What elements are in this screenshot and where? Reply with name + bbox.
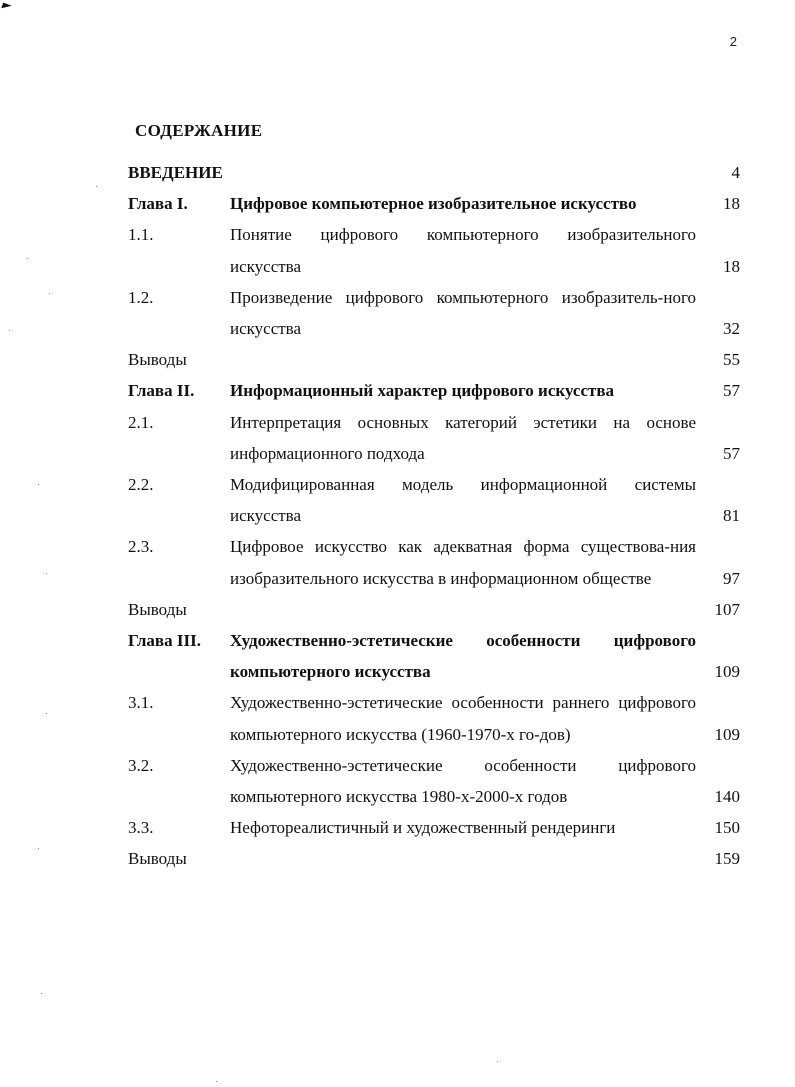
toc-entry-text: Информационный характер цифрового искусства <box>230 381 615 401</box>
toc-entry-text: Художественно-эстетические особенности цифрового компьютерного искусства <box>230 631 696 682</box>
toc-entry-label: 1.2. <box>128 287 154 307</box>
toc-entry[interactable] <box>128 344 740 375</box>
toc-entry[interactable] <box>128 625 740 687</box>
toc-entry-label: Выводы <box>128 599 187 619</box>
toc-entry-text: Цифровое компьютерное изобразительное искусство <box>230 194 637 214</box>
page-number: 2 <box>729 34 737 49</box>
toc-entry-label: 2.1. <box>128 412 154 432</box>
toc-entry-page: 107 <box>714 599 740 619</box>
toc-entry-label: 3.1. <box>128 693 154 713</box>
toc-entry[interactable] <box>128 282 740 344</box>
toc-entry-label: 2.2. <box>128 475 154 495</box>
toc-title: СОДЕРЖАНИЕ <box>135 121 263 140</box>
toc-entry-intro[interactable] <box>128 157 740 188</box>
toc-entry[interactable] <box>128 812 740 843</box>
toc-entry-text: Интерпретация основных категорий эстетики на основе информационного подхода <box>230 412 696 463</box>
toc-entry-label: 3.3. <box>128 818 154 838</box>
toc-entry[interactable] <box>128 750 740 812</box>
toc-entry[interactable] <box>128 469 740 531</box>
toc-entry-page: 97 <box>723 568 740 588</box>
toc-entry-label: Выводы <box>128 849 187 869</box>
toc-entry-page: 159 <box>714 849 740 869</box>
toc-entry-label: Глава II. <box>128 381 195 401</box>
toc-entry-text: Понятие цифрового компьютерного изобразительного искусства <box>230 225 696 276</box>
toc-entry[interactable] <box>128 188 740 219</box>
toc-entry-label: 3.2. <box>128 755 154 775</box>
toc-entry-page: 4 <box>731 163 740 182</box>
toc-entry-label: 2.3. <box>128 537 154 557</box>
toc-entry-page: 55 <box>723 350 740 370</box>
toc-entry[interactable] <box>128 531 740 593</box>
toc-entry-page: 109 <box>714 662 740 682</box>
toc-entry-page: 32 <box>723 319 740 339</box>
table-of-contents <box>128 157 740 875</box>
toc-entry-label: Глава I. <box>128 194 188 214</box>
toc-entry[interactable] <box>128 407 740 469</box>
toc-entry-page: 140 <box>714 787 740 807</box>
toc-entry-text: Художественно-эстетические особенности раннего цифрового компьютерного искусства (1960-1970-х го-дов) <box>230 693 696 744</box>
toc-entry-text: ВВЕДЕНИЕ <box>128 163 223 182</box>
toc-entry[interactable] <box>128 687 740 749</box>
scan-corner-mark <box>1 3 12 12</box>
toc-entry-page: 57 <box>723 443 740 463</box>
toc-entry-label: Глава III. <box>128 631 201 651</box>
toc-entry-text: Художественно-эстетические особенности цифрового компьютерного искусства 1980-х-2000-х годов <box>230 755 696 807</box>
toc-entry[interactable] <box>128 594 740 625</box>
toc-entry-page: 150 <box>714 818 740 838</box>
toc-entry-text <box>230 843 696 874</box>
toc-entry-text <box>230 594 696 625</box>
toc-entry-page: 18 <box>723 194 740 214</box>
toc-entry[interactable] <box>128 375 740 406</box>
toc-entry-page: 81 <box>723 506 740 526</box>
toc-entry-label: Выводы <box>128 350 187 370</box>
toc-entry-page: 57 <box>723 381 740 401</box>
toc-entry[interactable] <box>128 843 740 874</box>
toc-entry-text <box>230 344 696 375</box>
toc-entry-page: 18 <box>723 256 740 276</box>
toc-entry-text: Модифицированная модель информационной системы искусства <box>230 475 696 526</box>
toc-entry-text: Цифровое искусство как адекватная форма существова-ния изобразительного искусства в информационном обществе <box>230 537 696 588</box>
toc-entry-page: 109 <box>714 724 740 744</box>
toc-entry-label: 1.1. <box>128 225 154 245</box>
toc-entry-text: Произведение цифрового компьютерного изобразитель-ного искусства <box>230 287 696 339</box>
toc-entry[interactable] <box>128 219 740 281</box>
toc-entry-text: Нефотореалистичный и художественный рендеринги <box>230 818 616 838</box>
